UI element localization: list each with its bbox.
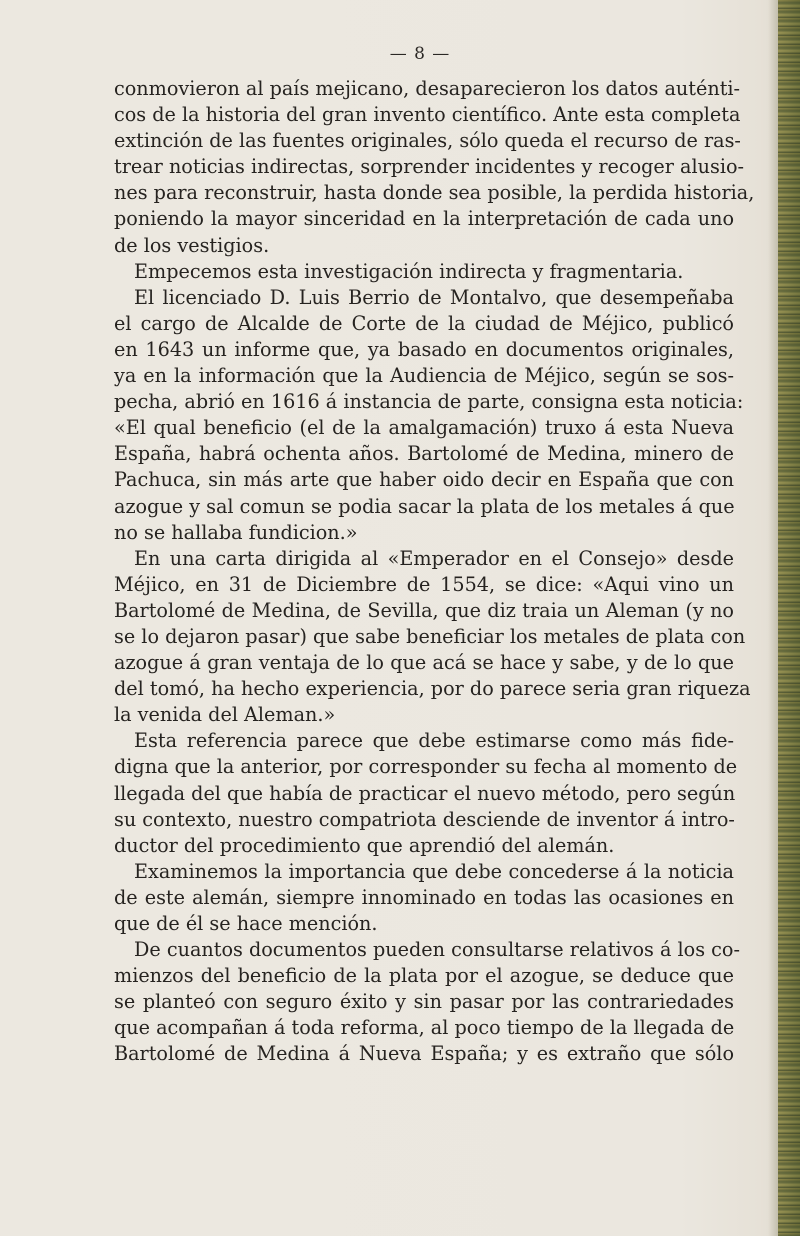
text-line: de los vestigios. [114,233,270,257]
text-line: El licenciado D. Luis Berrio de Montalvo, que desempeñaba [134,285,734,309]
text-line: se planteó con seguro éxito y sin pasar por las contrariedades [114,990,734,1014]
text-line: De cuantos documentos pueden consultarse relativos á los co- [134,938,740,962]
text-line: En una carta dirigida al «Emperador en el Consejo» desde [134,546,734,570]
text-line: cos de la historia del gran invento científico. Ante esta completa [114,103,741,127]
text-line: mienzos del beneficio de la plata por el azogue, se deduce que [114,964,734,988]
text-line: Esta referencia parece que debe estimarse como más fide- [134,729,734,753]
text-line: ductor del procedimiento que aprendió del alemán. [114,833,615,857]
text-line: poniendo la mayor sinceridad en la interpretación de cada uno [114,207,734,231]
text-line: trear noticias indirectas, sorprender incidentes y recoger alusio- [114,155,745,179]
text-line: pecha, abrió en 1616 á instancia de parte, consigna esta noticia: [114,390,744,414]
text-line: nes para reconstruir, hasta donde sea posible, la perdida historia, [114,181,755,205]
page-number: — 8 — [389,44,451,64]
text-line: no se hallaba fundicion.» [114,520,358,544]
text-line: que acompañan á toda reforma, al poco tiempo de la llegada de [114,1016,735,1040]
text-line: se lo dejaron pasar) que sabe beneficiar los metales de plata con [114,624,746,648]
text-line: azogue y sal comun se podia sacar la plata de los metales á que [114,494,735,518]
text-line: Pachuca, sin más arte que haber oido decir en España que con [114,468,734,492]
text-line: la venida del Aleman.» [114,703,336,727]
text-line: llegada del que había de practicar el nuevo método, pero según [114,781,736,805]
text-line: ya en la información que la Audiencia de Méjico, según se sos- [114,364,734,388]
text-line: Empecemos esta investigación indirecta y fragmentaria. [134,259,684,283]
text-line: «El qual beneficio (el de la amalgamación) truxo á esta Nueva [114,416,734,440]
text-line: conmovieron al país mejicano, desaparecieron los datos auténti- [114,77,741,100]
text-line: extinción de las fuentes originales, sólo queda el recurso de ras- [114,129,741,153]
text-line: que de él se hace mención. [114,912,378,935]
text-line: Méjico, en 31 de Diciembre de 1554, se dice: «Aqui vino un [114,572,734,596]
page-edge-binding [778,0,800,1236]
text-line: su contexto, nuestro compatriota desciende de inventor á intro- [114,807,735,831]
text-line: Bartolomé de Medina, de Sevilla, que diz traia un Aleman (y no [114,598,734,622]
text-line: España, habrá ochenta años. Bartolomé de Medina, minero de [114,442,734,466]
text-line: de este alemán, siempre innominado en todas las ocasiones en [114,885,734,909]
text-line: en 1643 un informe que, ya basado en documentos originales, [114,337,734,361]
text-line: Examinemos la importancia que debe concederse á la noticia [134,859,734,883]
text-line: Bartolomé de Medina á Nueva España; y es extraño que sólo [114,1042,734,1066]
text-line: digna que la anterior, por corresponder su fecha al momento de [114,755,738,779]
text-line: del tomó, ha hecho experiencia, por do parece seria gran riqueza [114,677,751,701]
text-line: el cargo de Alcalde de Corte de la ciudad de Méjico, publicó [114,311,734,335]
body-text [114,76,755,1068]
text-line: azogue á gran ventaja de lo que acá se hace y sabe, y de lo que [114,651,734,675]
